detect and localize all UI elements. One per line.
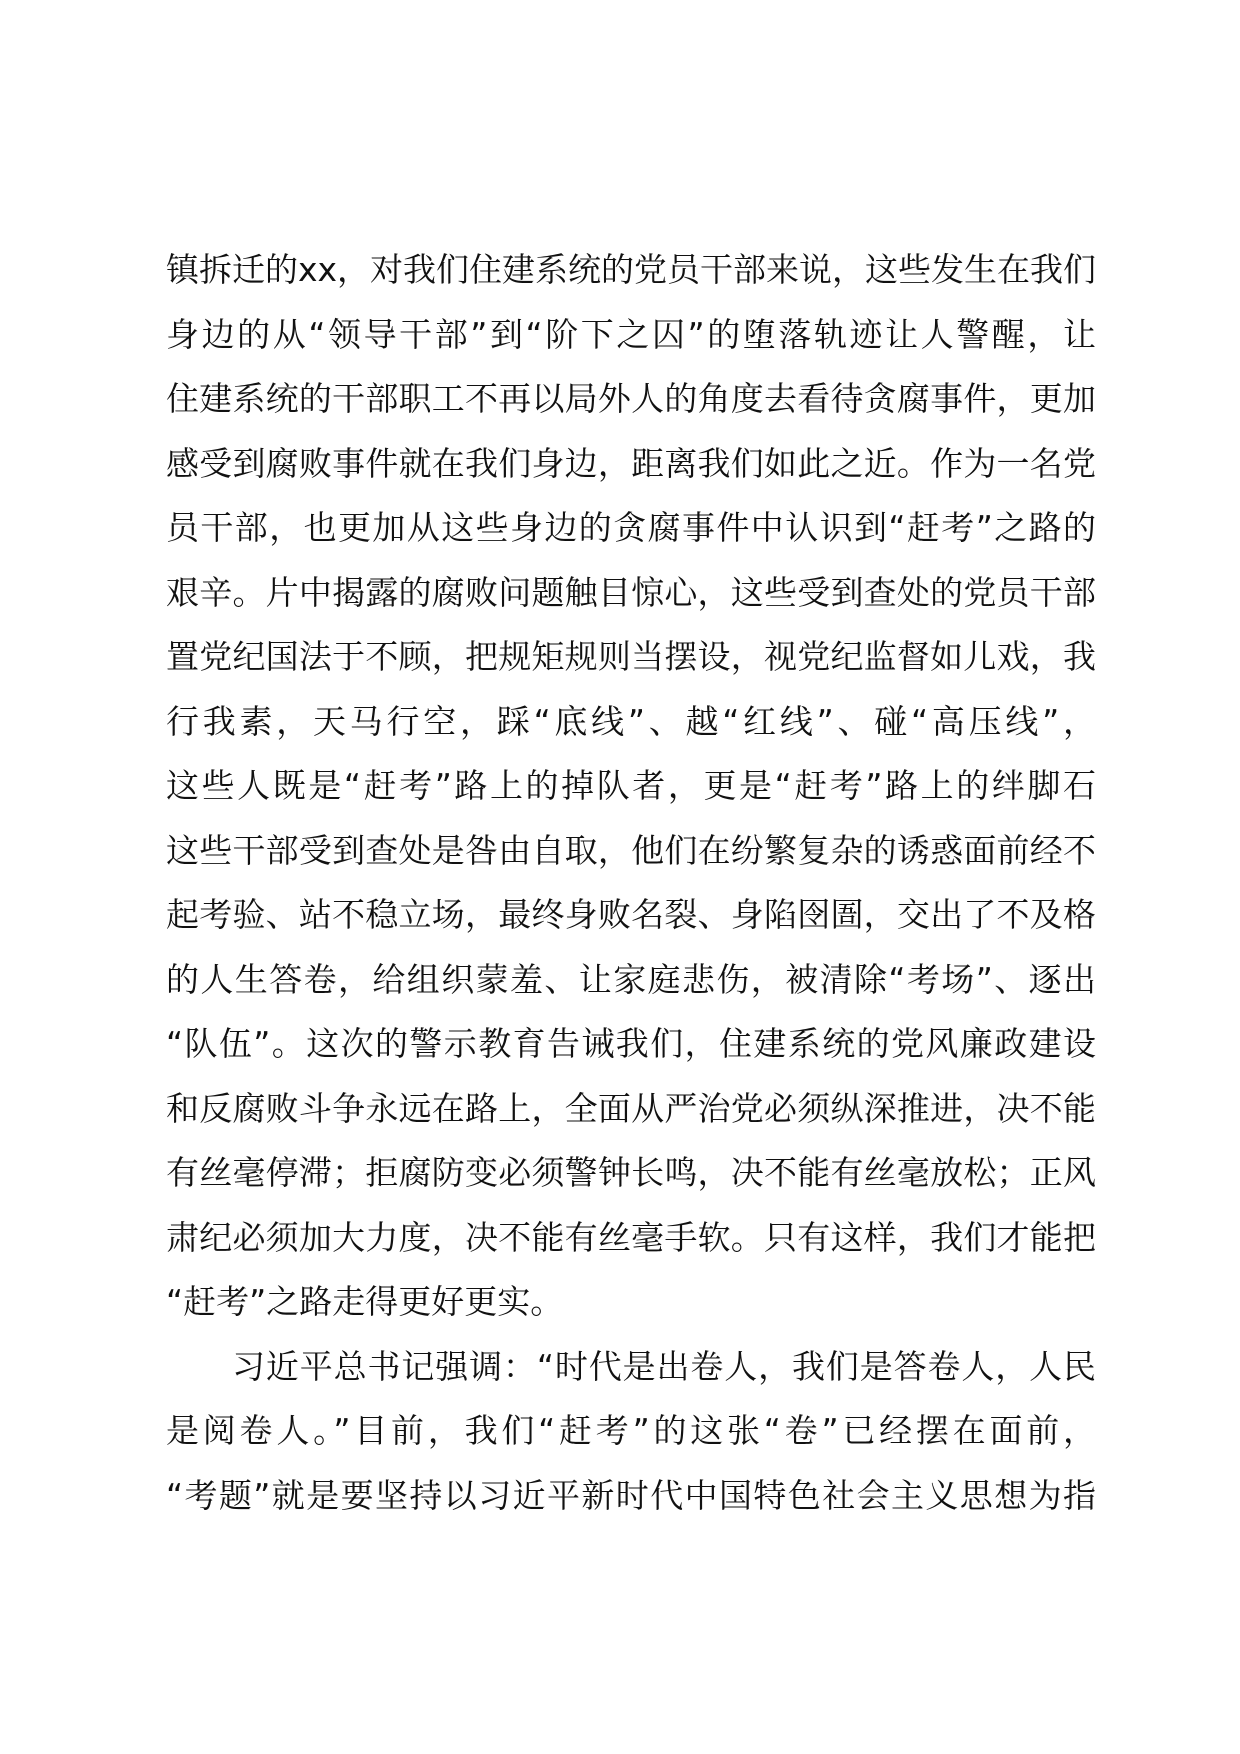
text-line: 感受到腐败事件就在我们身边，距离我们如此之近。作为一名党 <box>166 443 1096 483</box>
text-line: 这些干部受到查处是咎由自取，他们在纷繁复杂的诱惑面前经不 <box>166 830 1096 870</box>
text-line: 置党纪国法于不顾，把规矩规则当摆设，视党纪监督如儿戏，我 <box>166 637 1096 676</box>
text-line: 是阅卷人。”目前，我们“赶考”的这张“卷”已经摆在面前， <box>166 1411 1096 1450</box>
text-line: 行我素，天马行空，踩“底线”、越“红线”、碰“高压线”， <box>166 701 1096 741</box>
text-line: 有丝毫停滞；拒腐防变必须警钟长鸣，决不能有丝毫放松；正风 <box>166 1153 1096 1192</box>
text-line: 镇拆迁的xx，对我们住建系统的党员干部来说，这些发生在我们 <box>166 250 1097 289</box>
text-line: 住建系统的干部职工不再以局外人的角度去看待贪腐事件，更加 <box>166 379 1096 418</box>
text-line: “队伍”。这次的警示教育告诫我们，住建系统的党风廉政建设 <box>166 1024 1096 1063</box>
text-line: 肃纪必须加大力度，决不能有丝毫手软。只有这样，我们才能把 <box>166 1217 1096 1257</box>
text-line: 的人生答卷，给组织蒙羞、让家庭悲伤，被清除“考场”、逐出 <box>166 959 1096 999</box>
text-line: 身边的从“领导干部”到“阶下之囚”的堕落轨迹让人警醒，让 <box>166 314 1096 354</box>
text-line: “考题”就是要坚持以习近平新时代中国特色社会主义思想为指 <box>166 1475 1096 1515</box>
paragraph-start-line: 习近平总书记强调：“时代是出卷人，我们是答卷人，人民 <box>232 1346 1096 1386</box>
text-line: 起考验、站不稳立场，最终身败名裂、身陷囹圄，交出了不及格 <box>166 895 1096 934</box>
text-line: 这些人既是“赶考”路上的掉队者，更是“赶考”路上的绊脚石 <box>166 766 1096 805</box>
text-line: 艰辛。片中揭露的腐败问题触目惊心，这些受到查处的党员干部 <box>166 572 1096 612</box>
text-line: 员干部，也更加从这些身边的贪腐事件中认识到“赶考”之路的 <box>166 508 1096 547</box>
text-line: 和反腐败斗争永远在路上，全面从严治党必须纵深推进，决不能 <box>166 1088 1096 1128</box>
body-text <box>166 238 1096 1528</box>
paragraph-end-line: “赶考”之路走得更好更实。 <box>166 1282 564 1321</box>
